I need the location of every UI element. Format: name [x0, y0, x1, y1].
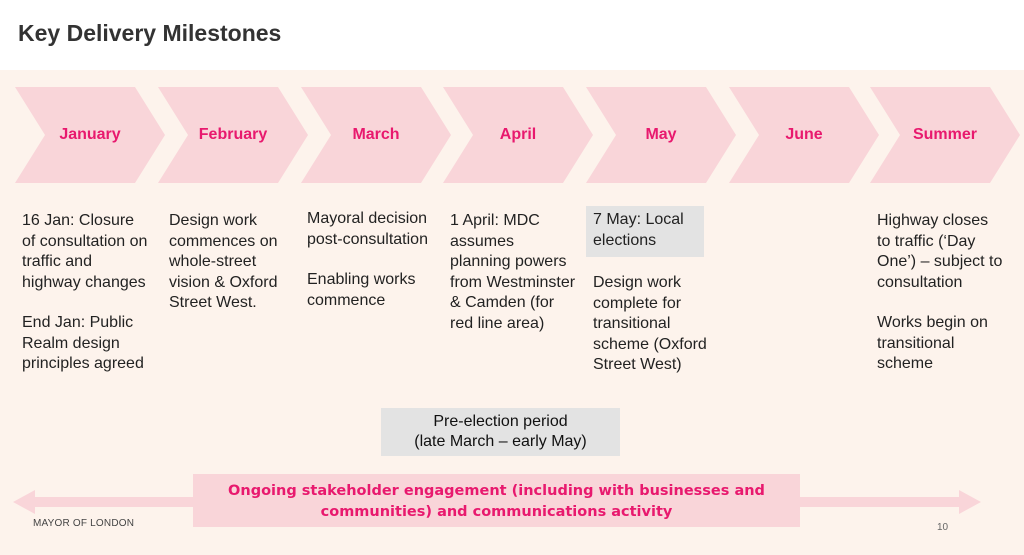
milestone-text: Design work complete for transitional scheme (Oxford Street West)	[593, 274, 707, 373]
milestone-text: Design work commences on whole-street vision & Oxford Street West.	[169, 212, 278, 311]
timeline-label: June	[785, 126, 823, 143]
milestone-text: 7 May: Local elections	[593, 211, 684, 249]
timeline-chevron-summer	[870, 87, 1020, 183]
milestone-text: 16 Jan: Closure of consultation on traffic and highway changes	[22, 212, 148, 291]
milestone-text: End Jan: Public Realm design principles agreed	[22, 314, 144, 372]
milestone-text: Mayoral decision post-consultation	[307, 210, 428, 248]
pre-election-title: Pre-election period	[433, 412, 568, 430]
milestone-column-april	[450, 211, 578, 334]
milestone-column-february	[169, 211, 293, 314]
engagement-text	[193, 481, 800, 523]
engagement-line: communities) and communications activity	[320, 504, 673, 520]
timeline-label: Summer	[912, 126, 978, 143]
timeline-chevron-april	[443, 87, 593, 183]
timeline-label: February	[198, 126, 268, 143]
timeline-chevron-june	[729, 87, 879, 183]
milestone-text: 1 April: MDC assumes planning powers from Westminster & Camden (for red line area)	[450, 212, 576, 332]
page-title: Key Delivery Milestones	[18, 20, 282, 46]
pre-election-box	[381, 408, 620, 456]
timeline-label: January	[59, 126, 121, 143]
milestone-text: Enabling works commence	[307, 271, 416, 309]
milestone-column-january	[22, 211, 150, 375]
milestone-text: Works begin on transitional scheme	[877, 314, 988, 372]
milestone-column-may	[593, 273, 713, 376]
timeline-label: April	[499, 126, 537, 143]
timeline-chevron-may	[586, 87, 736, 183]
pre-election-dates: (late March – early May)	[414, 433, 587, 450]
timeline-chevron-january	[15, 87, 165, 183]
milestone-column-summer	[877, 211, 1005, 375]
engagement-line: Ongoing stakeholder engagement (including with businesses and	[228, 483, 765, 499]
milestone-text: Highway closes to traffic (‘Day One’) – subject to consultation	[877, 212, 1003, 291]
page-number: 10	[937, 522, 949, 533]
timeline-label: March	[352, 126, 400, 143]
timeline-chevron-march	[301, 87, 451, 183]
footer-org: MAYOR OF LONDON	[33, 518, 135, 529]
local-elections-box	[586, 206, 704, 257]
timeline-label: May	[645, 126, 677, 143]
milestone-column-march	[307, 209, 431, 311]
timeline-chevron-february	[158, 87, 308, 183]
